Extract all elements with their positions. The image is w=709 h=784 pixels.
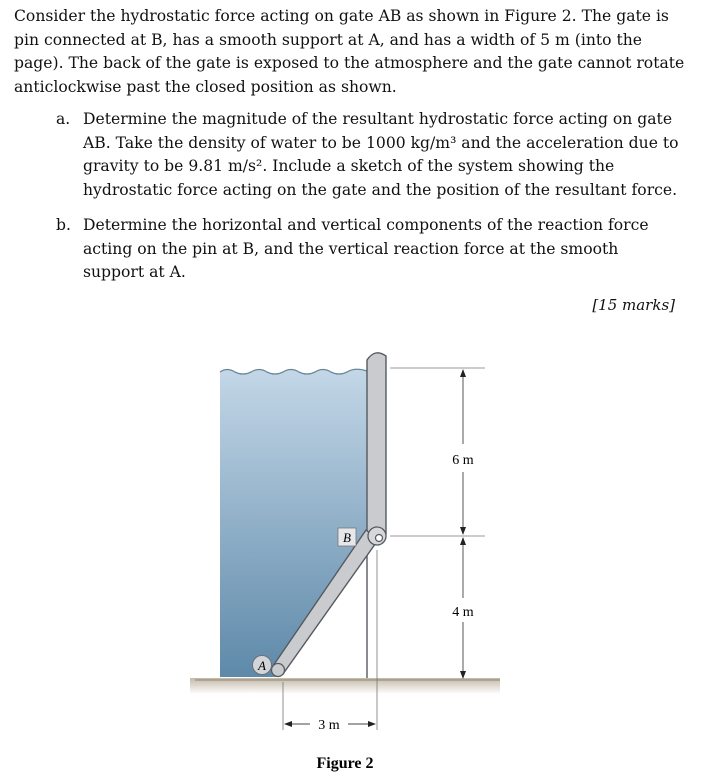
dimension-6m: 6 m <box>452 453 474 468</box>
part-a-label: a. <box>56 110 71 128</box>
figure-caption: Figure 2 <box>316 755 374 772</box>
marks-label: [15 marks] <box>592 296 675 314</box>
label-b: B <box>343 530 351 545</box>
problem-statement: Consider the hydrostatic force acting on gate AB as shown in Figure 2. The gate is pin connected at B, has a smooth support at A, and has a width of 5 m (into the page). The back of the gate is exposed to the atmosphere and the gate cannot rotate anticlockwise past the closed position as shown. <box>14 7 685 96</box>
gate-diagram <box>0 330 709 780</box>
dimension-3m: 3 m <box>318 718 340 733</box>
gate-end-a <box>272 664 285 677</box>
label-a: A <box>258 658 266 673</box>
arrow-3m-right <box>368 721 376 727</box>
dimension-4m: 4 m <box>452 605 474 620</box>
part-a-text: Determine the magnitude of the resultant hydrostatic force acting on gate AB. Take the density of water to be 1000 kg/m³ and the acceleration due to gravity to be 9.81 m/s². Include a sketch of the system showing the hydrostatic force acting on the gate and the position of the resultant force. <box>83 110 679 199</box>
part-b-label: b. <box>56 216 71 234</box>
arrow-3m-left <box>284 721 292 727</box>
water <box>220 369 367 677</box>
pin-b-hole <box>376 535 383 542</box>
arrow-4m-down <box>460 671 466 679</box>
question-part-b <box>56 214 686 286</box>
figure-2 <box>0 330 709 780</box>
arrow-6m-up <box>460 369 466 377</box>
question-part-a <box>56 108 686 204</box>
arrow-4m-up <box>460 537 466 545</box>
part-b-text: Determine the horizontal and vertical components of the reaction force acting on the pin at B, and the vertical reaction force at the smooth support at A. <box>83 216 649 281</box>
arrow-6m-down <box>460 527 466 535</box>
vertical-wall <box>367 353 386 678</box>
